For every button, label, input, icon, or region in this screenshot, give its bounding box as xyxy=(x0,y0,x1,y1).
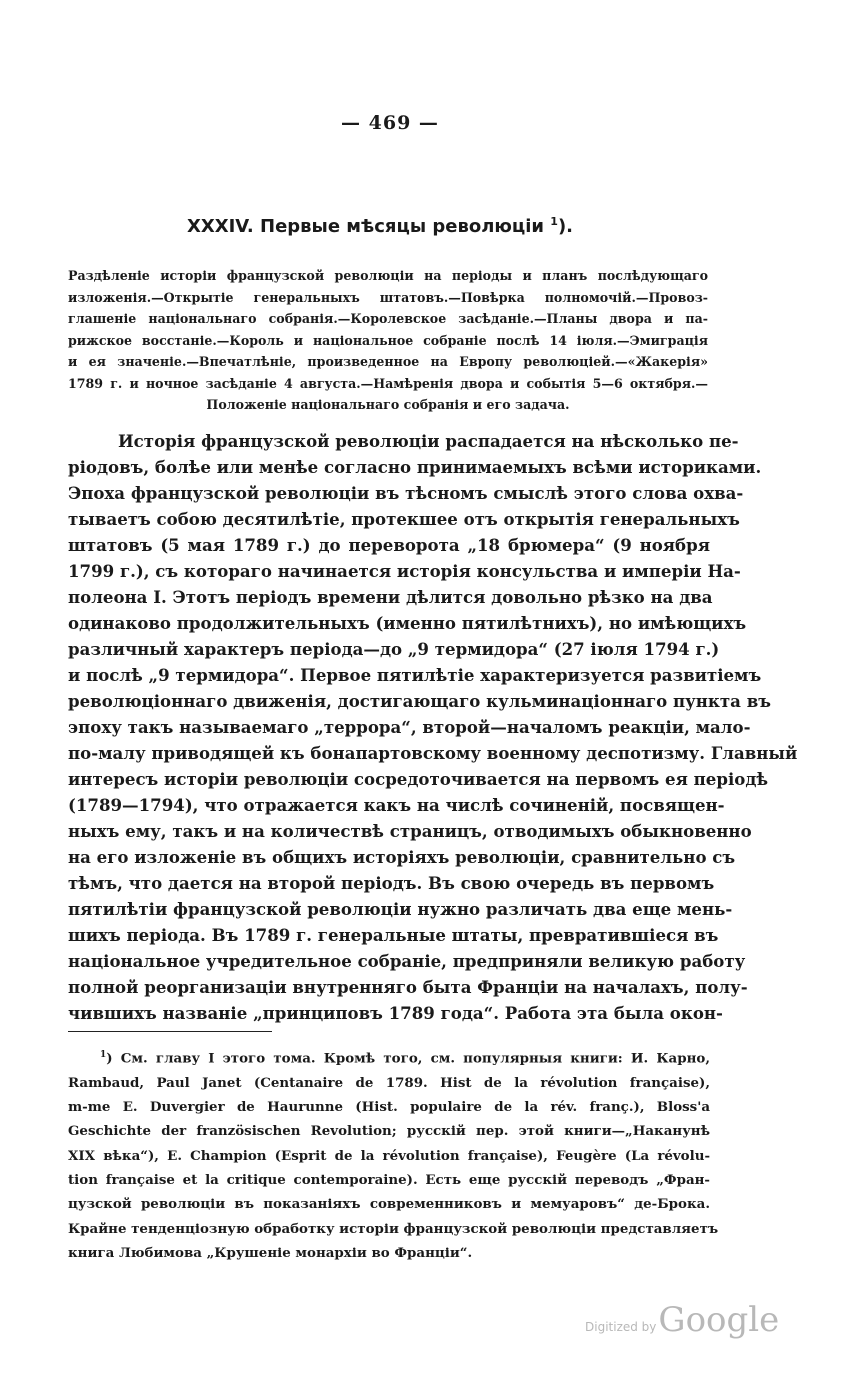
footnote-line: Geschichte der französischen Revolution; русскій пер. этой книги—„Наканунѣ xyxy=(68,1123,710,1140)
body-line: Исторія французской революціи распадается на нѣсколько пе- xyxy=(118,431,739,451)
footnote-line: m-me E. Duvergier de Haurunne (Hist. populaire de la rév. franç.), Bloss'a xyxy=(68,1099,710,1116)
summary-line: и ея значеніе.—Впечатлѣніе, произведенное на Европу революціей.—«Жакерія» xyxy=(68,354,708,369)
summary-line: Раздѣленіе исторіи французской революціи на періоды и планъ послѣдующаго xyxy=(68,268,708,283)
body-line: полеона I. Этотъ періодъ времени дѣлится довольно рѣзко на два xyxy=(68,587,713,607)
body-line: по-малу приводящей къ бонапартовскому военному деспотизму. Главный xyxy=(68,743,798,763)
body-line: одинаково продолжительныхъ (именно пятилѣтнихъ), но имѣющихъ xyxy=(68,613,747,633)
body-line: шихъ періода. Въ 1789 г. генеральные штаты, превратившіеся въ xyxy=(68,925,719,945)
body-line: полной реорганизаціи внутренняго быта Франціи на началахъ, полу- xyxy=(68,977,748,997)
footnote-line: Крайне тенденціозную обработку исторіи французской революціи представляетъ xyxy=(68,1220,719,1237)
summary-line: рижское восстаніе.—Король и національное собраніе послѣ 14 іюля.—Эмиграція xyxy=(68,332,708,348)
summary-line: изложенія.—Открытіе генеральныхъ штатовъ.—Повѣрка полномочій.—Провоз- xyxy=(68,289,708,305)
footnote-line: книга Любимова „Крушеніе монархіи во Франціи“. xyxy=(68,1244,473,1261)
body-line: тываетъ собою десятилѣтіе, протекшее отъ открытія генеральныхъ xyxy=(68,509,740,529)
body-line: тѣмъ, что дается на второй періодъ. Въ свою очередь въ первомъ xyxy=(68,873,715,893)
footnote-line xyxy=(68,1043,710,1071)
footnote-line-text: ) См. главу I этого тома. Кромѣ того, см. популярныя книги: И. Карно, xyxy=(106,1050,710,1067)
watermark-prefix: Digitized by xyxy=(585,1320,657,1334)
body-paragraph xyxy=(68,428,798,1026)
body-line: различный характеръ періода—до „9 термидора“ (27 іюля 1794 г.) xyxy=(68,639,720,659)
body-line: 1799 г.), съ котораго начинается исторія консульства и имперіи На- xyxy=(68,561,741,581)
summary-line: глашеніе національнаго собранія.—Королевское засѣданіе.—Планы двора и па- xyxy=(68,311,708,326)
body-line: эпоху такъ называемаго „террора“, второй—началомъ реакціи, мало- xyxy=(68,717,751,737)
footnote-line: XIX вѣка“), E. Champion (Esprit de la révolution française), Feugère (La révolu- xyxy=(68,1147,710,1164)
body-line: штатовъ (5 мая 1789 г.) до переворота „18 брюмера“ (9 ноября xyxy=(68,535,710,555)
body-line: Эпоха французской революціи въ тѣсномъ смыслѣ этого слова охва- xyxy=(68,483,744,503)
body-line: ныхъ ему, такъ и на количествѣ страницъ, отводимыхъ обыкновенно xyxy=(68,821,752,841)
summary-line: 1789 г. и ночное засѣданіе 4 августа.—Намѣренія двора и событія 5—6 октября.— xyxy=(68,375,708,391)
footnote xyxy=(68,1043,719,1265)
google-watermark xyxy=(585,1300,779,1340)
footnote-divider xyxy=(68,1031,272,1032)
footnote-line: Rambaud, Paul Janet (Centanaire de 1789. Hist de la révolution française), xyxy=(68,1074,710,1091)
page-number: — 469 — xyxy=(341,112,439,134)
body-line: національное учредительное собраніе, предприняли великую работу xyxy=(68,951,746,971)
body-line: пятилѣтіи французской революціи нужно различать два еще мень- xyxy=(68,899,733,919)
body-line: (1789—1794), что отражается какъ на числѣ сочиненій, посвящен- xyxy=(68,795,725,815)
summary-line: Положеніе національнаго собранія и его задача. xyxy=(206,397,570,412)
body-line: чившихъ названіе „принциповъ 1789 года“. Работа эта была окон- xyxy=(68,1003,723,1023)
body-line: интересъ исторіи революціи сосредоточивается на первомъ ея періодѣ xyxy=(68,769,769,789)
footnote-line: цузской революціи въ показаніяхъ современниковъ и мемуаровъ“ де-Брока. xyxy=(68,1196,710,1213)
google-logo: Google xyxy=(658,1300,780,1340)
chapter-footnote-ref: 1 xyxy=(550,215,558,228)
body-line: революціоннаго движенія, достигающаго кульминаціоннаго пункта въ xyxy=(68,691,771,711)
body-line: и послѣ „9 термидора“. Первое пятилѣтіе характеризуется развитіемъ xyxy=(68,665,762,685)
chapter-title-end: ). xyxy=(557,216,574,237)
chapter-summary xyxy=(68,265,708,416)
footnote-line: tion française et la critique contemporaine). Есть еще русскій переводъ „Фран- xyxy=(68,1171,710,1188)
body-line: ріодовъ, болѣе или менѣе согласно принимаемыхъ всѣми историками. xyxy=(68,457,762,477)
body-line: на его изложеніе въ общихъ исторіяхъ революціи, сравнительно съ xyxy=(68,847,736,867)
footnote-marker: 1 xyxy=(100,1050,107,1060)
chapter-title-text: XXXIV. Первые мѣсяцы революціи xyxy=(186,216,551,237)
chapter-title xyxy=(60,215,700,237)
